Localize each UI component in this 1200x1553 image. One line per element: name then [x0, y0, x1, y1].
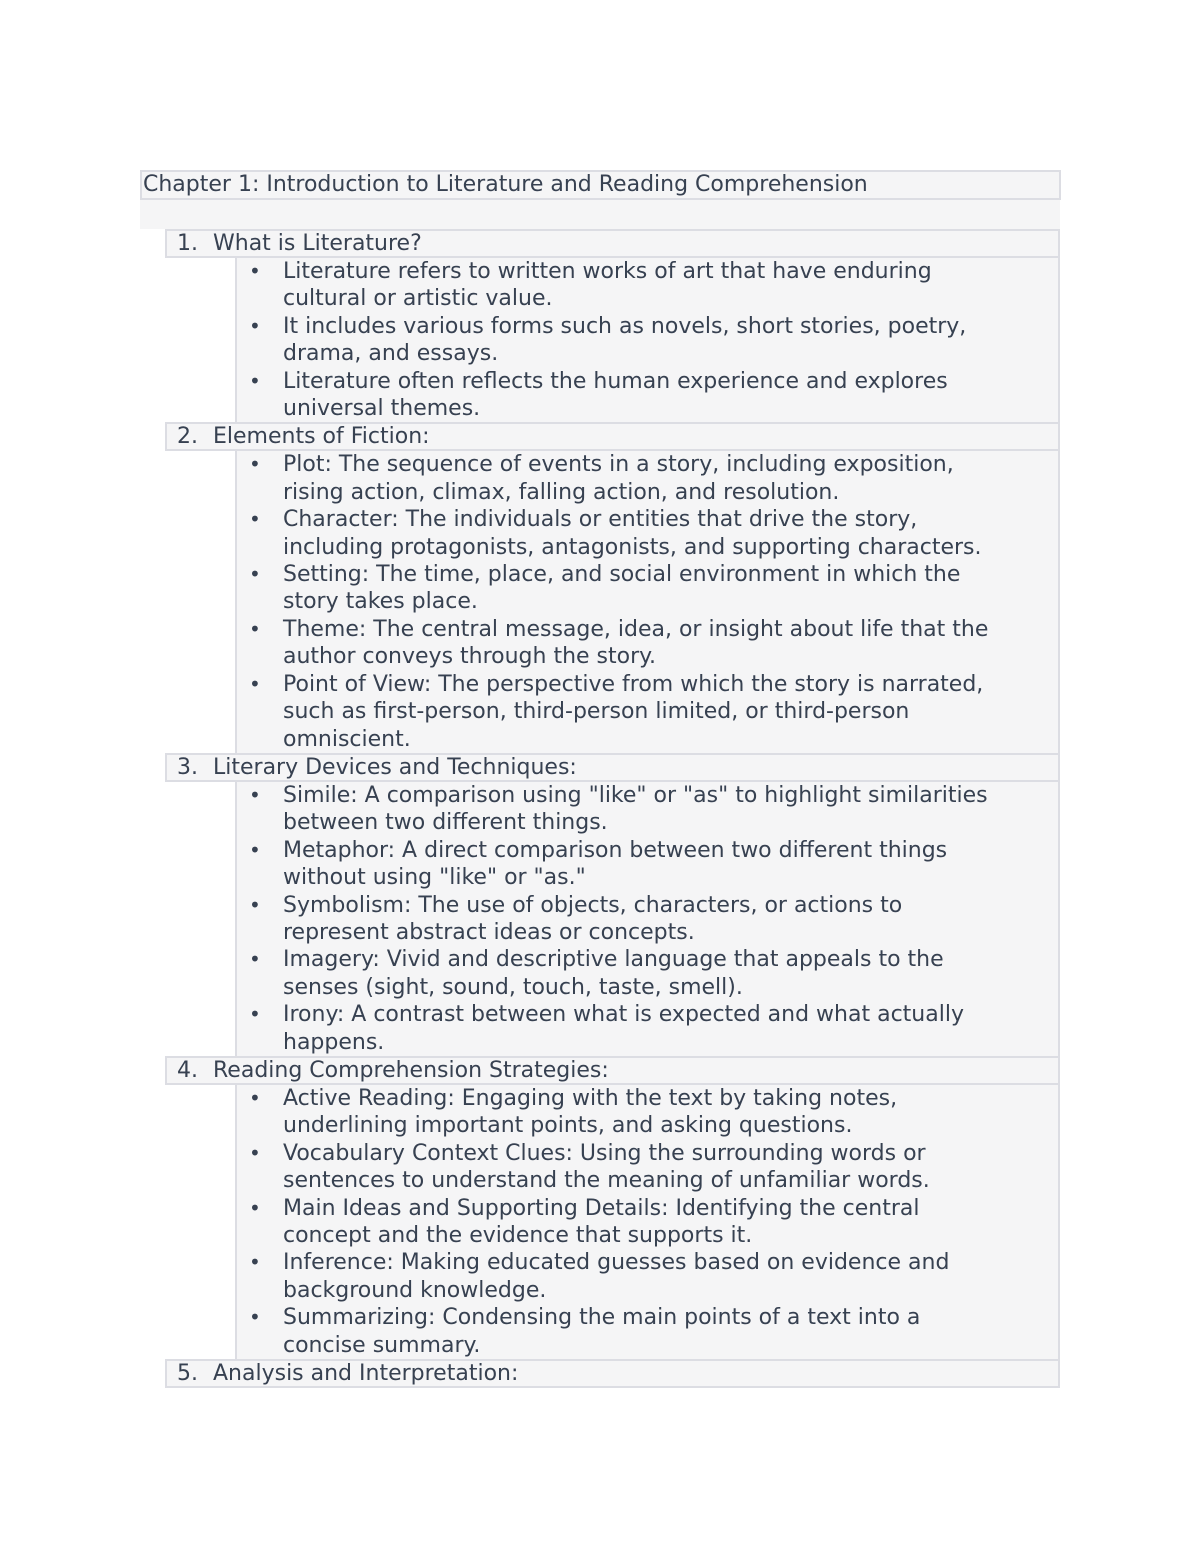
section-heading: [165, 1056, 1060, 1085]
bullet-icon: •: [249, 368, 261, 393]
bullet-icon: •: [249, 452, 261, 477]
bullet-list: [235, 258, 1060, 422]
list-item: [237, 1085, 1058, 1140]
list-item: [237, 258, 1058, 313]
list-item-text: Plot: The sequence of events in a story, including exposition, rising action, climax, falling action, and resolution.: [283, 452, 954, 505]
list-item: [237, 451, 1058, 506]
list-item-text: Inference: Making educated guesses based on evidence and background knowledge.: [283, 1250, 950, 1303]
section-number: 3.: [177, 754, 198, 780]
section-number: 1.: [177, 231, 198, 256]
bullet-icon: •: [249, 947, 261, 972]
list-item: [237, 1304, 1058, 1359]
list-item-text: Theme: The central message, idea, or insight about life that the author conveys through the story.: [283, 616, 989, 670]
chapter-title: Chapter 1: Introduction to Literature and Reading Comprehension: [140, 170, 1061, 200]
bullet-icon: •: [249, 259, 261, 283]
bullet-icon: •: [249, 671, 261, 696]
bullet-icon: •: [249, 1002, 261, 1027]
section-heading: [165, 229, 1060, 258]
list-item-text: Imagery: Vivid and descriptive language that appeals to the senses (sight, sound, touch, taste, smell).: [283, 947, 944, 1000]
list-item-text: Vocabulary Context Clues: Using the surrounding words or sentences to understand the meaning of unfamiliar words.: [283, 1140, 930, 1194]
section-heading-text: Literary Devices and Techniques:: [213, 754, 577, 780]
list-item-text: Literature refers to written works of art that have enduring cultural or artistic value.: [283, 259, 932, 312]
list-item: [237, 1195, 1058, 1250]
document: [140, 170, 1060, 1388]
list-item: [237, 782, 1058, 837]
section-heading: [165, 1359, 1060, 1388]
list-item: [237, 1249, 1058, 1304]
list-item: [237, 946, 1058, 1001]
list-item-text: Summarizing: Condensing the main points of a text into a concise summary.: [283, 1305, 921, 1358]
list-item: [237, 368, 1058, 423]
list-item-text: Setting: The time, place, and social environment in which the story takes place.: [283, 562, 961, 615]
section-number: 5.: [177, 1361, 198, 1387]
list-item-text: Active Reading: Engaging with the text by taking notes, underlining important points, and asking questions.: [283, 1085, 898, 1139]
bullet-icon: •: [249, 837, 261, 862]
title-spacer: [140, 200, 1060, 229]
bullet-icon: •: [249, 1195, 261, 1220]
list-item-text: Symbolism: The use of objects, characters, or actions to represent abstract ideas or concepts.: [283, 892, 903, 945]
bullet-list: [235, 782, 1060, 1056]
bullet-icon: •: [249, 616, 261, 641]
bullet-icon: •: [249, 782, 261, 807]
bullet-icon: •: [249, 1250, 261, 1275]
list-item: [237, 1140, 1058, 1195]
list-item: [237, 671, 1058, 753]
list-item: [237, 313, 1058, 368]
bullet-icon: •: [249, 562, 261, 587]
bullet-icon: •: [249, 1085, 261, 1110]
section-heading: [165, 422, 1060, 451]
list-item-text: Main Ideas and Supporting Details: Identifying the central concept and the evidence that supports it.: [283, 1195, 920, 1248]
bullet-list: [235, 1085, 1060, 1359]
list-item: [237, 616, 1058, 671]
section-heading-text: Analysis and Interpretation:: [213, 1361, 519, 1387]
bullet-icon: •: [249, 1305, 261, 1330]
bullet-icon: •: [249, 313, 261, 338]
section-heading-text: Reading Comprehension Strategies:: [213, 1057, 609, 1083]
section-heading-text: What is Literature?: [213, 231, 422, 256]
list-item-text: Character: The individuals or entities that drive the story, including protagonists, antagonists, and supporting characters.: [283, 507, 982, 560]
list-item-text: Metaphor: A direct comparison between two different things without using "like" or "as.": [283, 837, 948, 891]
section-list: [165, 229, 1060, 1388]
section-heading-text: Elements of Fiction:: [213, 424, 430, 450]
section-number: 4.: [177, 1057, 198, 1083]
list-item: [237, 892, 1058, 947]
list-item: [237, 837, 1058, 892]
bullet-icon: •: [249, 1140, 261, 1165]
list-item-text: It includes various forms such as novels, short stories, poetry, drama, and essays.: [283, 313, 967, 367]
bullet-list: [235, 451, 1060, 752]
list-item: [237, 506, 1058, 561]
bullet-icon: •: [249, 892, 261, 917]
list-item-text: Simile: A comparison using "like" or "as" to highlight similarities between two different things.: [283, 782, 988, 836]
list-item: [237, 561, 1058, 616]
section-heading: [165, 753, 1060, 782]
list-item-text: Point of View: The perspective from which the story is narrated, such as first-person, third-person limited, or third-person omniscient.: [283, 671, 984, 752]
section-number: 2.: [177, 424, 198, 450]
bullet-icon: •: [249, 507, 261, 532]
list-item: [237, 1001, 1058, 1056]
list-item-text: Irony: A contrast between what is expected and what actually happens.: [283, 1002, 964, 1055]
list-item-text: Literature often reflects the human experience and explores universal themes.: [283, 368, 948, 422]
